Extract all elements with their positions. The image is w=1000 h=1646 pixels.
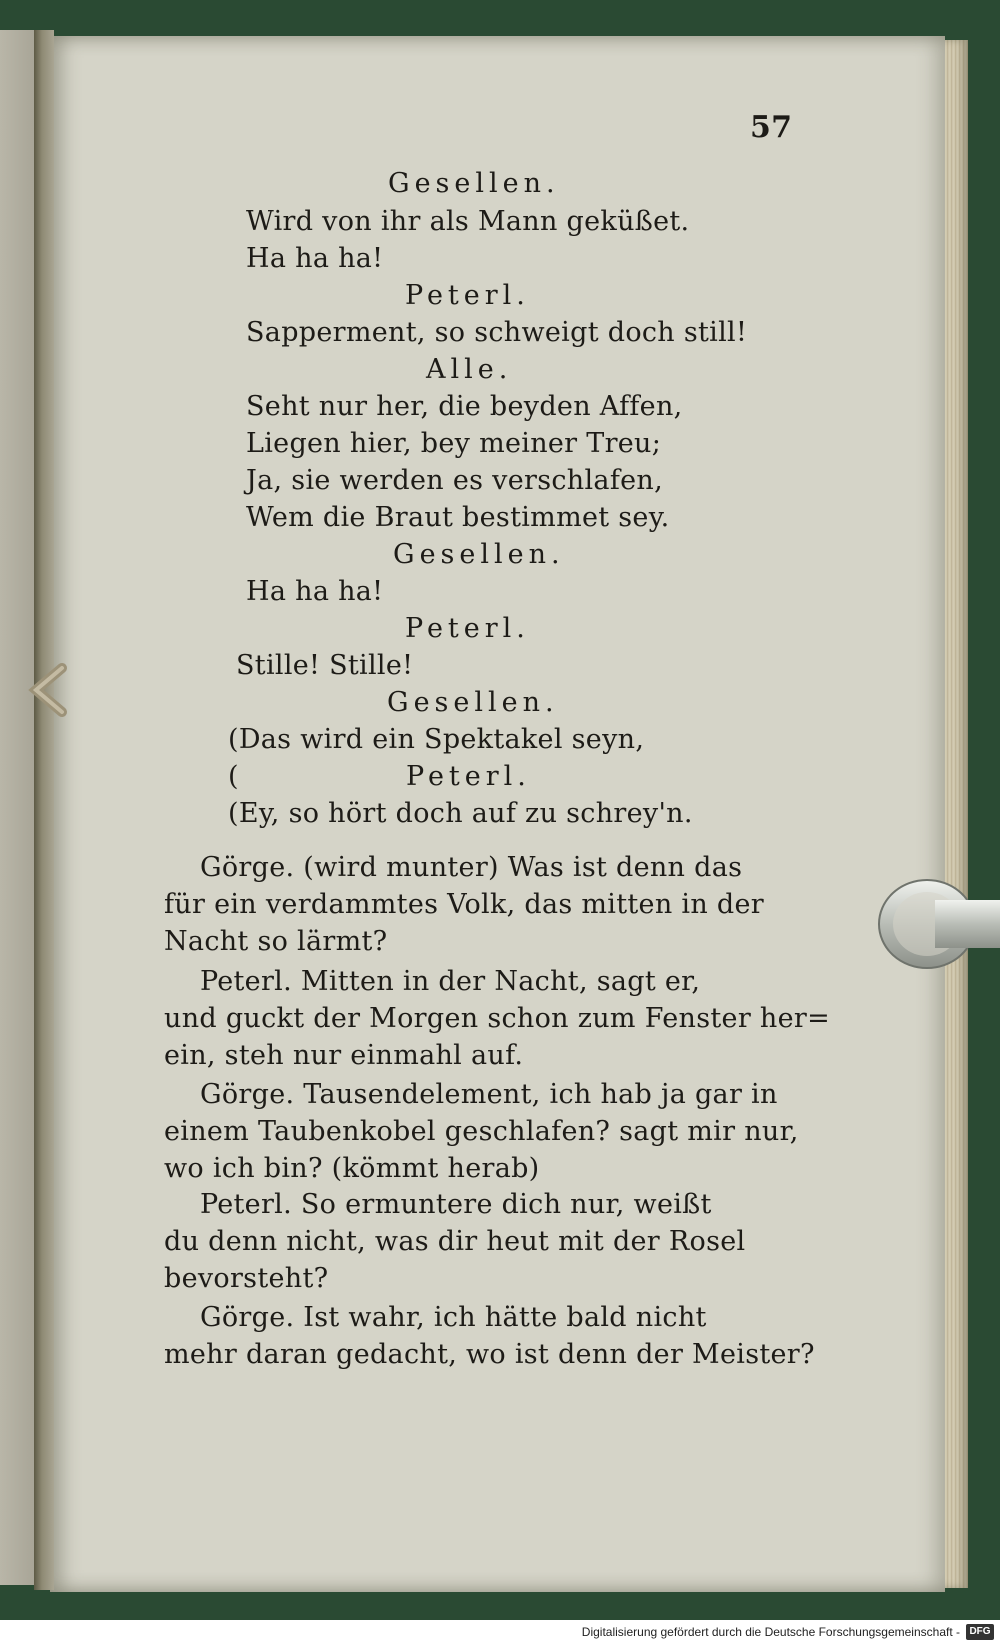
verse-line: Liegen hier, bey meiner Treu; — [246, 428, 662, 459]
verse-line: Wem die Braut bestimmet sey. — [246, 502, 670, 533]
prose-line: Nacht so lärmt? — [164, 926, 388, 957]
speaker-heading: Peterl. — [405, 613, 530, 644]
page-number: 57 — [750, 110, 793, 145]
prose-line: Peterl. So ermuntere dich nur, weißt — [200, 1189, 712, 1220]
verse-line: (Das wird ein Spektakel seyn, — [228, 724, 645, 755]
verse-bracket: ( — [228, 761, 239, 792]
prose-line: einem Taubenkobel geschlafen? sagt mir nur, — [164, 1116, 799, 1147]
verse-line: Stille! Stille! — [236, 650, 414, 681]
prose-line: Görge. Ist wahr, ich hätte bald nicht — [200, 1302, 707, 1333]
verse-line: Ja, sie werden es verschlafen, — [246, 465, 663, 496]
prose-line: bevorsteht? — [164, 1263, 329, 1294]
footer-bar — [0, 1620, 1000, 1646]
page-clip-icon — [875, 878, 1000, 970]
speaker-heading: Gesellen. — [388, 168, 560, 199]
book-gutter — [34, 30, 54, 1590]
verse-line: Seht nur her, die beyden Affen, — [246, 391, 683, 422]
speaker-heading: Gesellen. — [387, 687, 559, 718]
dfg-logo: DFG — [966, 1624, 994, 1640]
speaker-heading: Peterl. — [405, 280, 530, 311]
speaker-heading: Gesellen. — [393, 539, 565, 570]
speaker-heading: Peterl. — [406, 761, 531, 792]
funding-credit: Digitalisierung gefördert durch die Deutsche Forschungsgemeinschaft - — [581, 1625, 960, 1639]
verse-line: Wird von ihr als Mann geküßet. — [246, 206, 690, 237]
verse-line: Ha ha ha! — [246, 243, 384, 274]
verse-line: Ha ha ha! — [246, 576, 384, 607]
prose-line: Görge. (wird munter) Was ist denn das — [200, 852, 743, 883]
book-page — [50, 36, 945, 1592]
prose-line: Peterl. Mitten in der Nacht, sagt er, — [200, 966, 701, 997]
prose-line: und guckt der Morgen schon zum Fenster her= — [164, 1003, 831, 1034]
prose-line: du denn nicht, was dir heut mit der Rosel — [164, 1226, 746, 1257]
prose-line: Görge. Tausendelement, ich hab ja gar in — [200, 1079, 778, 1110]
speaker-heading: Alle. — [426, 354, 513, 385]
verse-line: (Ey, so hört doch auf zu schrey'n. — [228, 798, 693, 829]
prose-line: ein, steh nur einmahl auf. — [164, 1040, 524, 1071]
prose-line: für ein verdammtes Volk, das mitten in der — [164, 889, 764, 920]
prose-line: wo ich bin? (kömmt herab) — [164, 1153, 540, 1184]
binding-thread-icon — [22, 660, 80, 720]
verse-line: Sapperment, so schweigt doch still! — [246, 317, 748, 348]
prose-line: mehr daran gedacht, wo ist denn der Meister? — [164, 1339, 815, 1370]
